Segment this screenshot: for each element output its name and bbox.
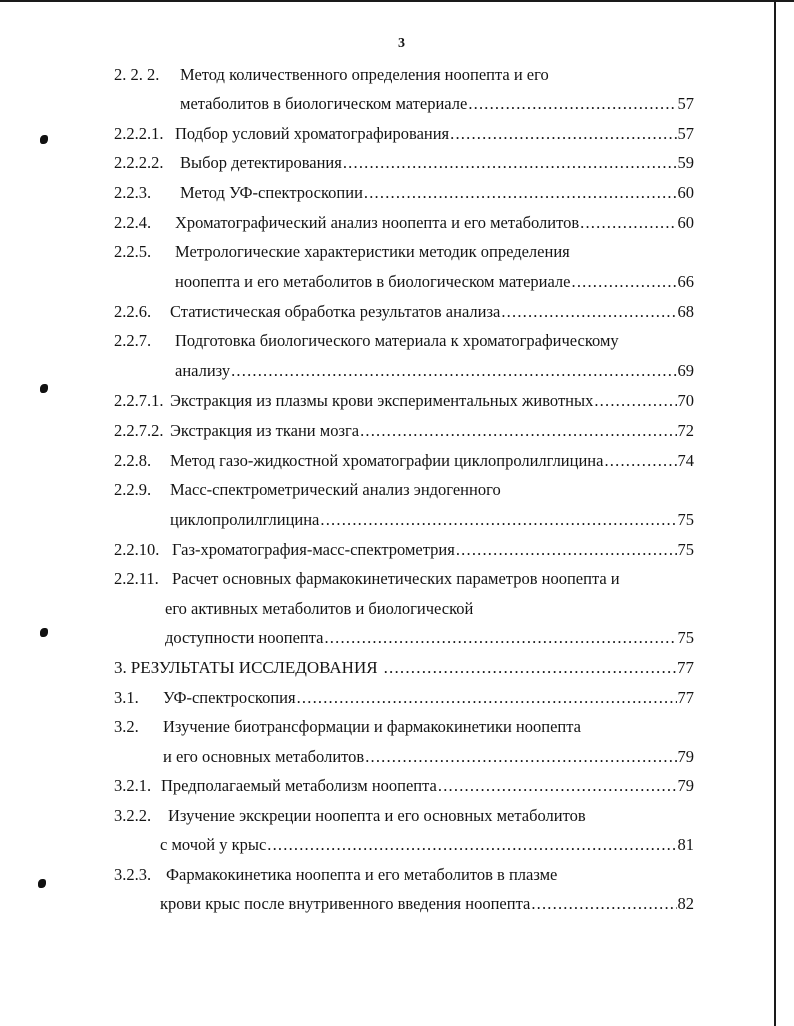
entry-title: Изучение экскреции ноопепта и его основных метаболитов bbox=[168, 806, 586, 825]
entry-title: Фармакокинетика ноопепта и его метаболитов в плазме bbox=[166, 865, 558, 884]
entry-page: 79 bbox=[677, 747, 694, 766]
dot-leader bbox=[231, 361, 676, 381]
dot-leader bbox=[468, 94, 676, 114]
entry-leader-line bbox=[175, 361, 694, 381]
entry-page: 77 bbox=[677, 658, 694, 677]
entry-leader-line bbox=[180, 94, 694, 114]
entry-leader-line bbox=[163, 747, 694, 767]
dot-leader bbox=[580, 213, 676, 233]
entry-title: Экстракция из плазмы крови экспериментальных животных bbox=[170, 391, 594, 410]
entry-title: Выбор детектирования bbox=[180, 153, 342, 172]
dot-leader bbox=[297, 688, 677, 708]
entry-number: 3.1. bbox=[114, 688, 139, 707]
dot-leader bbox=[450, 124, 676, 144]
dot-leader bbox=[531, 894, 676, 914]
entry-number: 2.2.11. bbox=[114, 569, 159, 588]
entry-number: 2.2.6. bbox=[114, 302, 152, 321]
entry-page: 66 bbox=[677, 272, 694, 291]
entry-number: 2.2.3. bbox=[114, 183, 152, 202]
entry-page: 79 bbox=[677, 776, 694, 795]
dot-leader bbox=[324, 628, 676, 648]
entry-page: 60 bbox=[677, 183, 694, 202]
entry-page: 70 bbox=[677, 391, 694, 410]
entry-page: 74 bbox=[677, 451, 694, 470]
dot-leader bbox=[364, 183, 677, 203]
entry-page: 77 bbox=[677, 688, 694, 707]
entry-title: Метод количественного определения ноопепта и его bbox=[180, 65, 549, 84]
scan-edge-top bbox=[0, 0, 794, 2]
entry-title: Предполагаемый метаболизм ноопепта bbox=[161, 776, 437, 795]
entry-title-continued: его активных метаболитов и биологической bbox=[165, 599, 474, 618]
entry-number: 2.2.7.2. bbox=[114, 421, 164, 440]
entry-page: 75 bbox=[677, 628, 694, 647]
page-number: 3 bbox=[398, 36, 405, 51]
entry-title: Статистическая обработка результатов анализа bbox=[170, 302, 501, 321]
entry-number: 2.2.2.2. bbox=[114, 153, 164, 172]
dot-leader bbox=[343, 153, 677, 173]
dot-leader bbox=[320, 510, 676, 530]
entry-title-continued: и его основных метаболитов bbox=[163, 747, 365, 766]
entry-title: Газ-хроматография-масс-спектрометрия bbox=[172, 540, 455, 559]
entry-title-continued: циклопролилглицина bbox=[170, 510, 320, 529]
entry-title: Метод УФ-спектроскопии bbox=[180, 183, 363, 202]
entry-number: 2.2.4. bbox=[114, 213, 152, 232]
entry-title: Экстракция из ткани мозга bbox=[170, 421, 360, 440]
dot-leader bbox=[384, 658, 676, 678]
entry-number: 3.2.3. bbox=[114, 865, 152, 884]
entry-title: Изучение биотрансформации и фармакокинетики ноопепта bbox=[163, 717, 581, 736]
entry-title: Метод газо-жидкостной хроматографии циклопролилглицина bbox=[170, 451, 604, 470]
scan-mark-3 bbox=[40, 628, 48, 637]
entry-title: Хроматографический анализ ноопепта и его метаболитов bbox=[175, 213, 580, 232]
entry-leader-line bbox=[170, 391, 694, 411]
dot-leader bbox=[267, 835, 676, 855]
entry-leader-line bbox=[170, 451, 694, 471]
entry-number: 2.2.5. bbox=[114, 242, 152, 261]
entry-title: Метрологические характеристики методик определения bbox=[175, 242, 570, 261]
entry-leader-line bbox=[160, 894, 694, 914]
entry-page: 81 bbox=[677, 835, 694, 854]
dot-leader bbox=[360, 421, 676, 441]
entry-page: 69 bbox=[677, 361, 694, 380]
entry-title: УФ-спектроскопия bbox=[163, 688, 296, 707]
entry-page: 59 bbox=[677, 153, 694, 172]
entry-title-continued: крови крыс после внутривенного введения ноопепта bbox=[160, 894, 531, 913]
entry-leader-line bbox=[180, 153, 694, 173]
entry-leader-line bbox=[180, 183, 694, 203]
dot-leader bbox=[438, 776, 677, 796]
entry-page: 57 bbox=[677, 124, 694, 143]
entry-leader-line bbox=[172, 540, 694, 560]
entry-leader-line bbox=[175, 213, 694, 233]
entry-page: 82 bbox=[677, 894, 694, 913]
entry-number: 2.2.7. bbox=[114, 331, 152, 350]
entry-leader-line bbox=[161, 776, 694, 796]
entry-title-continued: с мочой у крыс bbox=[160, 835, 267, 854]
entry-number: 2. 2. 2. bbox=[114, 65, 160, 84]
dot-leader bbox=[501, 302, 676, 322]
entry-page: 75 bbox=[677, 510, 694, 529]
entry-number: 3.2.1. bbox=[114, 776, 152, 795]
entry-leader-line bbox=[170, 302, 694, 322]
entry-title: Расчет основных фармакокинетических параметров ноопепта и bbox=[172, 569, 620, 588]
entry-title-continued: метаболитов в биологическом материале bbox=[180, 94, 468, 113]
entry-title: Подбор условий хроматографирования bbox=[175, 124, 450, 143]
entry-title: Подготовка биологического материала к хроматографическому bbox=[175, 331, 619, 350]
entry-title-continued: ноопепта и его метаболитов в биологическом материале bbox=[175, 272, 571, 291]
entry-number: 2.2.10. bbox=[114, 540, 160, 559]
entry-leader-line bbox=[163, 688, 694, 708]
entry-page: 72 bbox=[677, 421, 694, 440]
entry-page: 57 bbox=[677, 94, 694, 113]
entry-number: 2.2.2.1. bbox=[114, 124, 164, 143]
entry-title: Масс-спектрометрический анализ эндогенного bbox=[170, 480, 501, 499]
entry-number: 2.2.7.1. bbox=[114, 391, 164, 410]
entry-leader-line bbox=[114, 658, 694, 678]
dot-leader bbox=[365, 747, 676, 767]
scan-mark-2 bbox=[40, 384, 48, 393]
entry-number: 3.2.2. bbox=[114, 806, 152, 825]
entry-leader-line bbox=[170, 421, 694, 441]
entry-number: 3. bbox=[114, 658, 127, 677]
entry-number: 2.2.9. bbox=[114, 480, 152, 499]
entry-page: 75 bbox=[677, 540, 694, 559]
entry-number: 2.2.8. bbox=[114, 451, 152, 470]
entry-leader-line bbox=[175, 272, 694, 292]
entry-title-continued: анализу bbox=[175, 361, 231, 380]
entry-leader-line bbox=[165, 628, 694, 648]
entry-leader-line bbox=[160, 835, 694, 855]
entry-page: 60 bbox=[677, 213, 694, 232]
dot-leader bbox=[604, 451, 676, 471]
entry-title-continued: доступности ноопепта bbox=[165, 628, 324, 647]
entry-title: РЕЗУЛЬТАТЫ ИССЛЕДОВАНИЯ bbox=[130, 658, 378, 677]
entry-page: 68 bbox=[677, 302, 694, 321]
dot-leader bbox=[572, 272, 677, 292]
dot-leader bbox=[456, 540, 677, 560]
scan-mark-4 bbox=[38, 879, 46, 888]
dot-leader bbox=[594, 391, 676, 411]
entry-leader-line bbox=[170, 510, 694, 530]
entry-number: 3.2. bbox=[114, 717, 139, 736]
scan-mark-1 bbox=[40, 135, 48, 144]
entry-leader-line bbox=[175, 124, 694, 144]
scan-edge-right bbox=[774, 0, 776, 1026]
